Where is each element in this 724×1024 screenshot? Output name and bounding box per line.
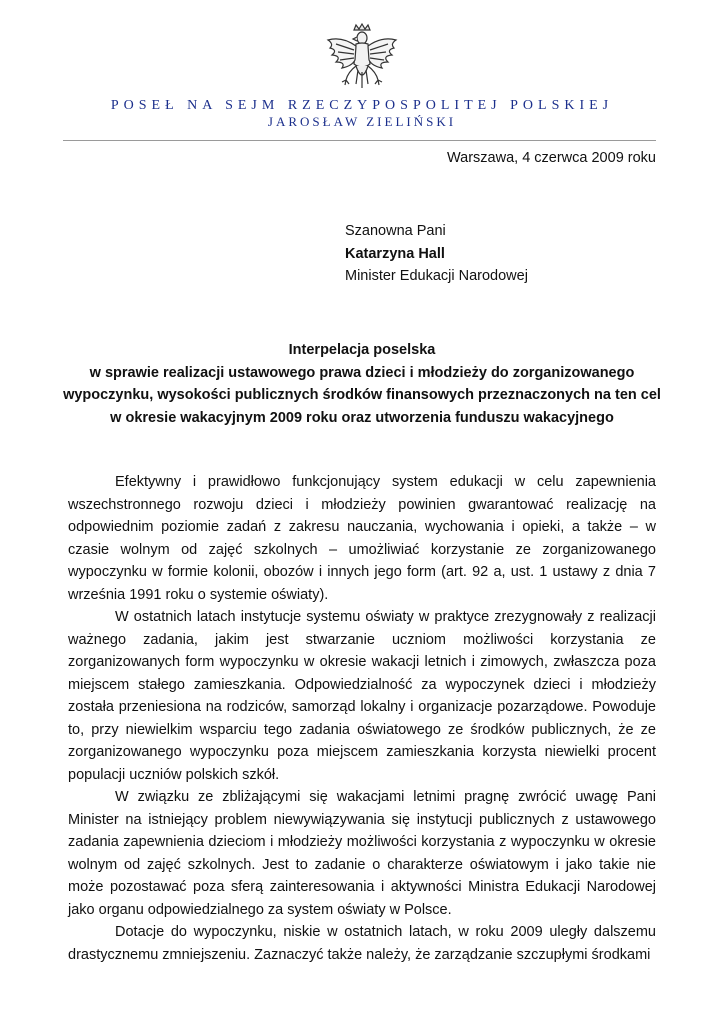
recipient-block [345, 220, 528, 288]
letter-date: Warszawa, 4 czerwca 2009 roku [447, 150, 656, 166]
title-line-1: Interpelacja poselska [288, 342, 436, 358]
title-line-4: w okresie wakacyjnym 2009 roku oraz utworzenia funduszu wakacyjnego [110, 409, 614, 426]
header-divider [63, 140, 656, 141]
letterhead-title: POSEŁ NA SEJM RZECZYPOSPOLITEJ POLSKIEJ [110, 98, 614, 113]
title-line-3: wypoczynku, wysokości publicznych środków finansowych przeznaczonych na ten cel [63, 387, 661, 403]
recipient-salutation: Szanowna Pani [345, 223, 446, 239]
polish-eagle-emblem-icon [320, 22, 404, 102]
letterhead-name: JAROSŁAW ZIELIŃSKI [267, 114, 457, 129]
letter-body [68, 471, 656, 966]
recipient-position: Minister Edukacji Narodowej [345, 268, 528, 284]
recipient-name: Katarzyna Hall [345, 245, 445, 262]
body-paragraph: W związku ze zbliżającymi się wakacjami letnimi pragnę zwrócić uwagę Pani Minister na istniejący problem niewywiązywania się instytucji publicznych z ustawowego zadania zapewnienia dzieciom i młodzieży możliwości korzystania z wypoczynku w okresie wolnym od zajęć szkolnych. Jest to zadanie o charakterze oświatowym i jako takie nie może pozostawać poza sferą zainteresowania i aktywności Ministra Edukacji Narodowej jako organu odpowiedzialnego za system oświaty w Polsce. [68, 789, 656, 918]
body-paragraph: W ostatnich latach instytucje systemu oświaty w praktyce zrezygnowały z realizacji ważnego zadania, jakim jest stwarzanie uczniom możliwości korzystania ze zorganizowanych form wypoczynku w okresie wakacji letnich i zimowych, zwłaszcza poza miejscem stałego zamieszkania. Odpowiedzialność za wypoczynek dzieci i młodzieży została przeniesiona na rodziców, samorząd lokalny i organizacje pozarządowe. Powoduje to, przy niewielkim wsparciu tego zadania oświatowego ze środków publicznych, że ze zorganizowanego wypoczynku poza miejscem zamieszkania korzysta niewielki procent populacji uczniów polskich szkół. [68, 609, 656, 783]
body-paragraph: Dotacje do wypoczynku, niskie w ostatnich latach, w roku 2009 uległy dalszemu drastycznemu zmniejszeniu. Zaznaczyć także należy, że zarządzanie szczupłymi środkami [68, 924, 656, 963]
body-paragraph: Efektywny i prawidłowo funkcjonujący system edukacji w celu zapewnienia wszechstronnego rozwoju dzieci i młodzieży powinien gwarantować realizację na odpowiednim poziomie zadań z zakresu nauczania, wychowania i opieki, a także – w czasie wolnym od zajęć szkolnych – umożliwiać korzystanie ze zorganizowanego wypoczynku w formie kolonii, obozów i innych jego form (art. 92 a, ust. 1 ustawy z dnia 7 września 1991 roku o systemie oświaty). [68, 474, 656, 603]
title-line-2: w sprawie realizacji ustawowego prawa dzieci i młodzieży do zorganizowanego [89, 364, 635, 381]
document-title [50, 339, 674, 429]
